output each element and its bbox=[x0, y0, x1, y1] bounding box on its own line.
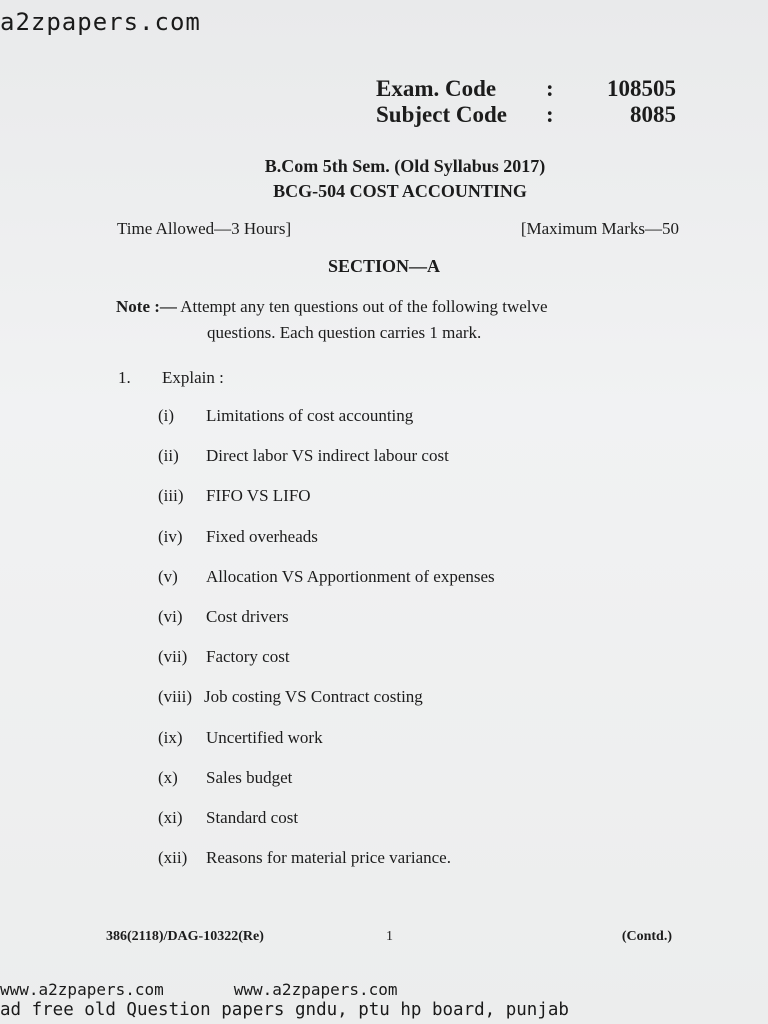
item-numeral: (vii) bbox=[158, 647, 188, 667]
subject-code-label: Subject Code bbox=[376, 102, 507, 127]
watermark-tagline: ad free old Question papers gndu, ptu hp board, punjab bbox=[0, 1000, 569, 1020]
continued-marker: (Contd.) bbox=[621, 929, 672, 944]
list-item bbox=[158, 766, 495, 806]
item-numeral: (i) bbox=[158, 406, 175, 425]
item-text: Limitations of cost accounting bbox=[206, 406, 414, 425]
list-item bbox=[158, 565, 495, 605]
exam-code-value: 108505 bbox=[607, 76, 676, 101]
item-text: Allocation VS Apportionment of expenses bbox=[206, 566, 495, 586]
course-heading bbox=[0, 154, 768, 204]
course-title: B.Com 5th Sem. (Old Syllabus 2017) bbox=[264, 156, 546, 176]
item-text: Sales budget bbox=[206, 767, 293, 787]
item-numeral: (xii) bbox=[158, 848, 188, 868]
list-item bbox=[158, 645, 495, 685]
list-item bbox=[158, 484, 495, 524]
exam-code-row bbox=[376, 76, 676, 102]
item-text: Job costing VS Contract costing bbox=[204, 687, 423, 707]
time-allowed: Time Allowed—3 Hours] bbox=[117, 219, 292, 238]
paper-reference: 386(2118)/DAG-10322(Re) bbox=[106, 929, 264, 944]
item-text: FIFO VS LIFO bbox=[206, 486, 311, 506]
item-text: Cost drivers bbox=[206, 606, 289, 626]
item-numeral: (viii) bbox=[158, 687, 192, 707]
item-numeral: (v) bbox=[158, 566, 178, 586]
exam-code-colon: : bbox=[546, 76, 554, 101]
section-title: SECTION—A bbox=[328, 256, 441, 276]
watermark-bottom-links bbox=[0, 980, 398, 999]
paper-title: BCG-504 COST ACCOUNTING bbox=[273, 181, 527, 201]
watermark-site-bottom-center[interactable]: www.a2zpapers.com bbox=[233, 980, 398, 999]
item-text: Fixed overheads bbox=[206, 526, 318, 546]
list-item bbox=[158, 444, 495, 484]
question-items-list bbox=[158, 404, 495, 886]
note-line-1: Attempt any ten questions out of the following twelve bbox=[180, 297, 548, 316]
note-line-2: questions. Each question carries 1 mark. bbox=[207, 323, 482, 342]
subject-code-value: 8085 bbox=[630, 102, 676, 127]
maximum-marks: [Maximum Marks—50 bbox=[520, 219, 679, 238]
item-numeral: (x) bbox=[158, 767, 178, 787]
watermark-site-bottom-left[interactable]: www.a2zpapers.com bbox=[0, 980, 164, 999]
subject-code-row bbox=[376, 102, 676, 128]
note bbox=[116, 294, 548, 346]
item-numeral: (iv) bbox=[158, 526, 183, 546]
list-item bbox=[158, 525, 495, 565]
item-numeral: (iii) bbox=[158, 486, 184, 506]
page-number: 1 bbox=[386, 929, 393, 944]
item-numeral: (ix) bbox=[158, 727, 183, 747]
item-text: Uncertified work bbox=[206, 727, 323, 747]
question-label: Explain : bbox=[162, 368, 224, 387]
item-text: Reasons for material price variance. bbox=[206, 848, 451, 868]
item-text: Factory cost bbox=[206, 647, 290, 667]
item-numeral: (ii) bbox=[158, 446, 179, 466]
subject-code-colon: : bbox=[546, 102, 554, 127]
item-text: Direct labor VS indirect labour cost bbox=[206, 446, 449, 466]
list-item bbox=[158, 605, 495, 645]
item-numeral: (xi) bbox=[158, 807, 183, 827]
question-number: 1. bbox=[118, 368, 131, 387]
list-item bbox=[158, 726, 495, 766]
item-numeral: (vi) bbox=[158, 606, 183, 626]
list-item bbox=[158, 806, 495, 846]
exam-codes bbox=[376, 76, 676, 128]
list-item bbox=[158, 846, 495, 886]
list-item bbox=[158, 404, 495, 444]
note-label: Note :— bbox=[116, 297, 177, 316]
time-marks-row bbox=[117, 219, 679, 239]
item-text: Standard cost bbox=[206, 807, 299, 827]
exam-code-label: Exam. Code bbox=[376, 76, 497, 101]
list-item bbox=[158, 685, 495, 725]
watermark-site-top[interactable]: a2zpapers.com bbox=[0, 8, 201, 36]
